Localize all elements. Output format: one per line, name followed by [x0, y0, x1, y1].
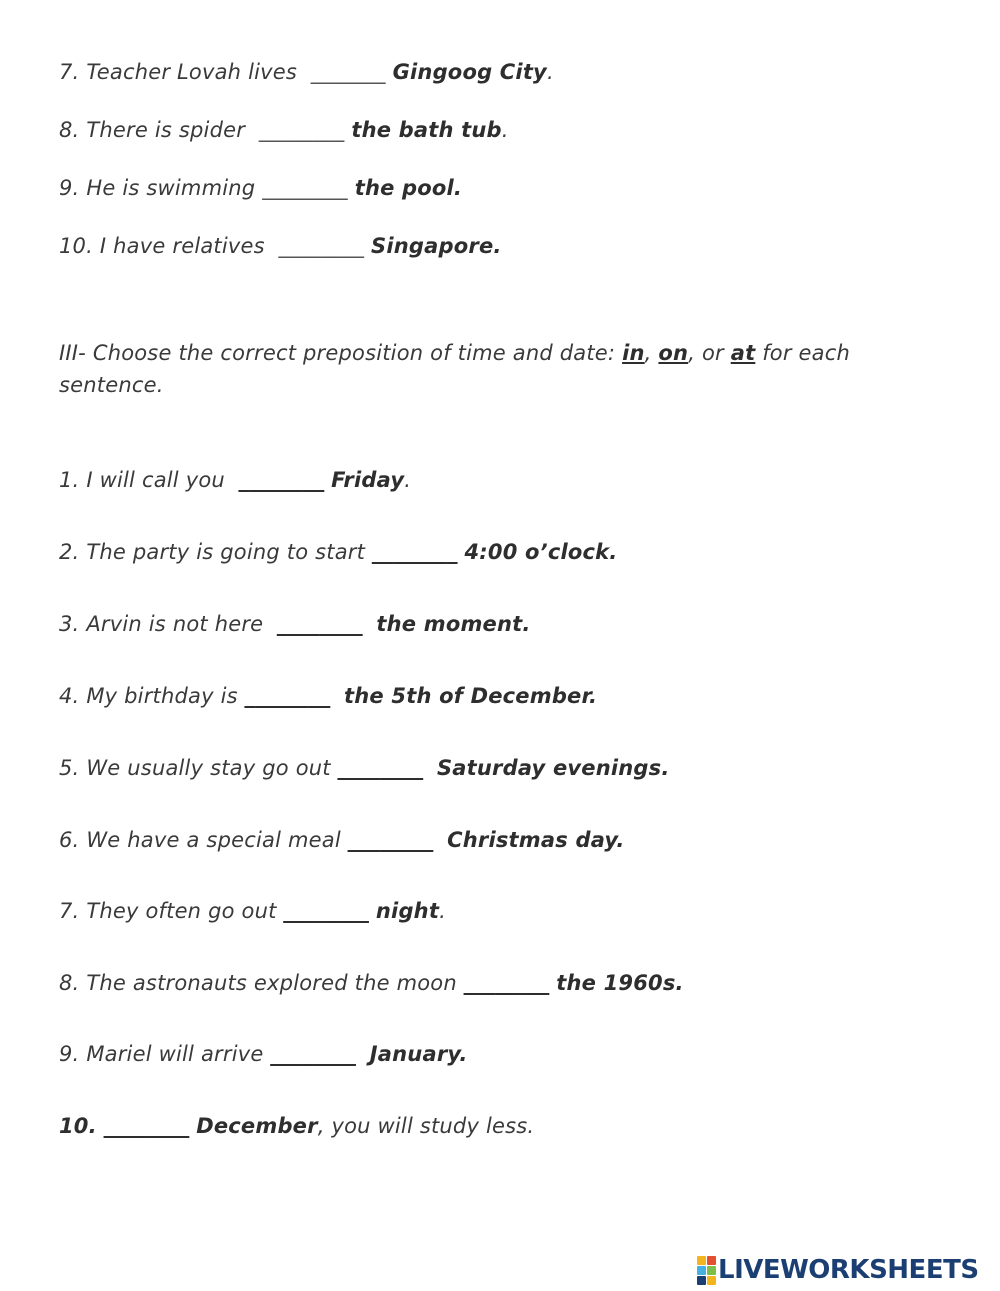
answer-blank[interactable]: ________	[244, 684, 331, 708]
item-object: Saturday evenings.	[436, 756, 670, 780]
item-number: 5.	[59, 756, 80, 780]
part3-item-5	[59, 756, 670, 780]
part2-item-9	[59, 176, 462, 200]
item-number: 7.	[59, 899, 80, 923]
item-number: 1.	[59, 468, 80, 492]
part2-item-8: 8. There is spider ________ the bath tub.	[59, 118, 509, 142]
item-number: 9.	[59, 176, 80, 200]
item-text: We have a special meal	[86, 828, 341, 852]
item-text: The astronauts explored the moon	[86, 971, 457, 995]
item-object: January.	[369, 1042, 468, 1066]
item-text: Teacher Lovah lives	[86, 60, 298, 84]
answer-blank[interactable]: ________	[347, 828, 434, 852]
item-number: 10.	[59, 234, 93, 258]
answer-blank[interactable]: ________	[283, 899, 370, 923]
part3-item-10: 10. ________ December, you will study less.	[59, 1114, 535, 1138]
answer-blank[interactable]: ________	[270, 1042, 356, 1066]
option-in: in	[622, 341, 645, 365]
part3-item-9	[59, 1042, 468, 1066]
item-object: Christmas day.	[447, 828, 625, 852]
item-object: night	[375, 899, 440, 923]
item-object: the 5th of December.	[344, 684, 598, 708]
answer-blank[interactable]: ________	[262, 176, 348, 200]
item-number: 9.	[59, 1042, 80, 1066]
blocks-icon	[697, 1256, 716, 1285]
part3-item-3	[59, 612, 531, 636]
item-text: I will call you	[86, 468, 225, 492]
item-number: 4.	[59, 684, 80, 708]
part3-item-2	[59, 540, 617, 564]
item-text: Mariel will arrive	[86, 1042, 264, 1066]
item-text: My birthday is	[86, 684, 238, 708]
answer-blank[interactable]: ________	[278, 234, 365, 258]
answer-blank[interactable]: ________	[258, 118, 345, 142]
item-text: Arvin is not here	[86, 612, 264, 636]
part3-item-8	[59, 971, 684, 995]
item-number: 10.	[59, 1114, 97, 1138]
item-text: I have relatives	[99, 234, 265, 258]
item-text: The party is going to start	[86, 540, 366, 564]
item-number: 3.	[59, 612, 80, 636]
answer-blank[interactable]: ________	[277, 612, 363, 636]
liveworksheets-logo[interactable]	[697, 1255, 979, 1285]
part3-item-1: 1. I will call you ________ Friday.	[59, 468, 412, 492]
item-object: 4:00 o’clock.	[464, 540, 618, 564]
item-object: Friday	[331, 468, 405, 492]
item-text: We usually stay go out	[86, 756, 331, 780]
part3-item-6	[59, 828, 625, 852]
item-text: He is swimming	[86, 176, 256, 200]
answer-blank[interactable]: ________	[103, 1114, 190, 1138]
item-object: the moment.	[376, 612, 531, 636]
logo-text: LIVEWORKSHEETS	[718, 1255, 979, 1285]
item-object: Singapore.	[371, 234, 502, 258]
section-3-instruction: III- Choose the correct preposition of time and date: in, on, or at for each sentence.	[59, 341, 850, 397]
item-object: the 1960s.	[556, 971, 684, 995]
option-on: on	[658, 341, 689, 365]
part2-item-7: 7. Teacher Lovah lives _______ Gingoog City.	[59, 60, 554, 84]
item-text: There is spider	[86, 118, 246, 142]
answer-blank[interactable]: ________	[337, 756, 424, 780]
item-object: Gingoog City	[392, 60, 547, 84]
answer-blank[interactable]: ________	[238, 468, 325, 492]
answer-blank[interactable]: ________	[371, 540, 458, 564]
part3-item-4	[59, 684, 597, 708]
item-object: the pool.	[354, 176, 463, 200]
part2-item-10	[59, 234, 502, 258]
item-number: 8.	[59, 971, 80, 995]
part3-item-7: 7. They often go out ________ night.	[59, 899, 446, 923]
item-object: December	[196, 1114, 318, 1138]
item-number: 2.	[59, 540, 80, 564]
answer-blank[interactable]: ________	[463, 971, 550, 995]
item-text: They often go out	[86, 899, 277, 923]
item-number: 8.	[59, 118, 80, 142]
answer-blank[interactable]: _______	[310, 60, 386, 84]
item-number: 7.	[59, 60, 80, 84]
option-at: at	[730, 341, 756, 365]
item-object: the bath tub	[351, 118, 502, 142]
item-number: 6.	[59, 828, 80, 852]
